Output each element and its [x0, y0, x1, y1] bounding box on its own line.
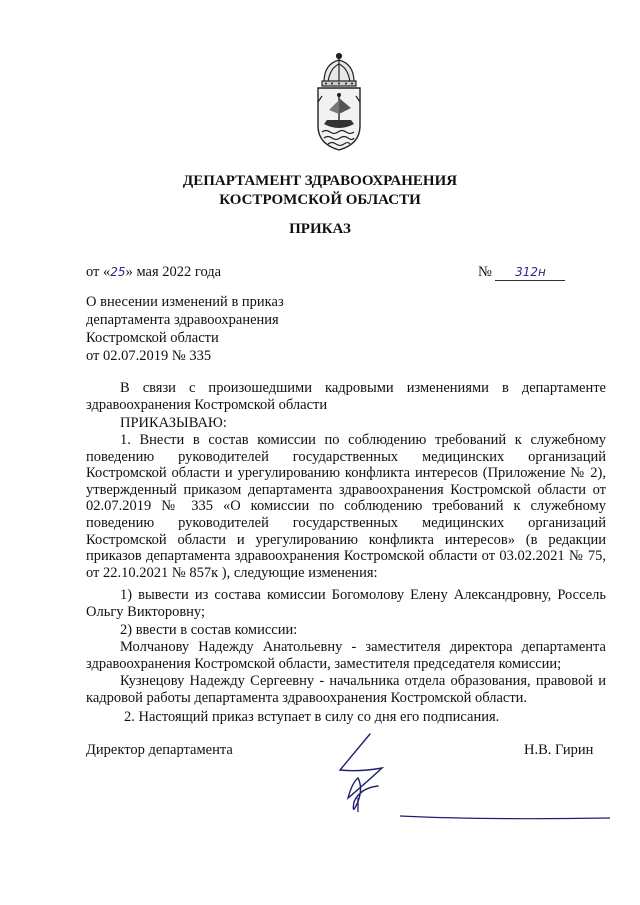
order-word: ПРИКАЗЫВАЮ:: [120, 415, 227, 431]
document-type: ПРИКАЗ: [289, 221, 351, 237]
signatory-name: Н.В. Гирин: [524, 742, 594, 758]
signatory-position: Директор департамента: [86, 742, 233, 758]
date-suffix: » мая 2022 года: [125, 264, 222, 280]
order-date: [86, 264, 221, 280]
handwritten-signature: [330, 728, 610, 838]
member-1-paragraph: Молчанову Надежду Анатольевну - заместителя директора департамента здравоохранения Костромской области, заместителя председателя комиссии;: [86, 639, 606, 672]
subject-line: Костромской области: [86, 330, 219, 346]
subject-line: от 02.07.2019 № 335: [86, 348, 212, 364]
department-title-line2: КОСТРОМСКОЙ ОБЛАСТИ: [219, 192, 421, 208]
number-value-handwritten: 312н: [495, 264, 565, 281]
number-label: №: [478, 264, 492, 280]
order-number: [478, 264, 565, 281]
date-prefix: от «: [86, 264, 111, 280]
item-2-paragraph: 2. Настоящий приказ вступает в силу со дня его подписания.: [124, 709, 500, 725]
sub-item-2: 2) ввести в состав комиссии:: [120, 622, 298, 638]
subject-line: департамента здравоохранения: [86, 312, 279, 328]
subject-line: О внесении изменений в приказ: [86, 294, 284, 310]
member-2-paragraph: Кузнецову Надежду Сергеевну - начальника отдела образования, правовой и кадровой работы департамента здравоохранения Костромской области.: [86, 673, 606, 706]
date-day-handwritten: 25: [110, 265, 126, 279]
sub-item-1: 1) вывести из состава комиссии Богомолову Елену Александровну, Россель Ольгу Викторовну;: [86, 587, 606, 620]
department-title-line1: ДЕПАРТАМЕНТ ЗДРАВООХРАНЕНИЯ: [182, 173, 458, 189]
coat-of-arms-emblem: [302, 52, 376, 152]
intro-paragraph: В связи с произошедшими кадровыми изменениями в департаменте здравоохранения Костромской области: [86, 380, 606, 413]
item-1-paragraph: 1. Внести в состав комиссии по соблюдению требований к служебному поведению руководителей государственных медицинских организаций Костромской области и урегулированию конфликта интересов (Приложение № 2), утвержденный приказом департамента здравоохранения Костромской области от 02.07.2019 № 335 «О комиссии по соблюдению требований к служебному поведению руководителей государственных медицинских организаций Костромской области и урегулированию конфликта интересов» (в редакции приказов департамента здравоохранения Костромской области от 03.02.2021 № 75, от 22.10.2021 № 857к ), следующие изменения:: [86, 432, 606, 581]
